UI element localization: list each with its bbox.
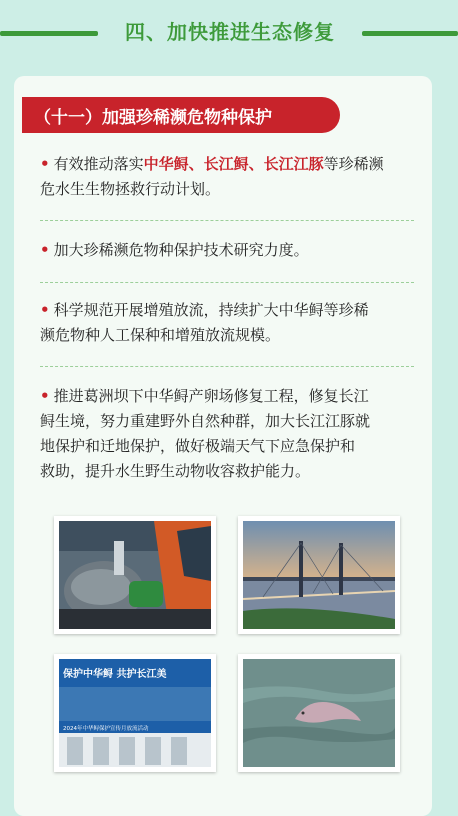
photo-finless-porpoise bbox=[238, 654, 400, 772]
bullet-3-line1: 科学规范开展增殖放流，持续扩大中华鲟等珍稀 bbox=[53, 301, 369, 319]
header-line-right bbox=[362, 31, 458, 36]
bullet-1-post: 等珍稀濒 bbox=[323, 155, 384, 173]
bullet-4-line1: 推进葛洲坝下中华鲟产卵场修复工程，修复长江 bbox=[53, 387, 369, 405]
bullet-3-line2: 濒危物种人工保种和增殖放流规模。 bbox=[40, 326, 281, 344]
bullet-dot-icon: • bbox=[40, 387, 50, 405]
yangtze-bridge-image bbox=[243, 521, 395, 629]
finless-porpoise-image bbox=[243, 659, 395, 767]
bullet-item-2 bbox=[40, 238, 418, 263]
banner-year-text: 2024年中华鲟保护宣传月放流活动 bbox=[63, 726, 149, 732]
header-line-left bbox=[0, 31, 98, 36]
bullet-dot-icon: • bbox=[40, 155, 50, 173]
subsection-tag bbox=[22, 97, 340, 133]
banner-top-text: 保护中华鲟 共护长江美 bbox=[63, 669, 167, 680]
bullet-item-1 bbox=[40, 152, 418, 202]
subsection-title: （十一）加强珍稀濒危物种保护 bbox=[34, 108, 272, 128]
bullet-4-line4: 救助，提升水生野生动物收容救护能力。 bbox=[40, 462, 311, 480]
bullet-item-3 bbox=[40, 298, 418, 348]
sturgeon-rescue-image bbox=[59, 521, 211, 629]
bullet-1-pre: 有效推动落实 bbox=[53, 155, 144, 173]
bullet-1-line2: 危水生生物拯救行动计划。 bbox=[40, 180, 221, 198]
photo-yangtze-bridge bbox=[238, 516, 400, 634]
bullet-4-line2: 鲟生境，努力重建野外自然种群，加大长江江豚就 bbox=[40, 412, 371, 430]
photo-release-event bbox=[54, 654, 216, 772]
release-event-image bbox=[59, 659, 211, 767]
section-header bbox=[0, 12, 458, 52]
bullet-item-4 bbox=[40, 384, 418, 484]
bullet-4-line3: 地保护和迁地保护，做好极端天气下应急保护和 bbox=[40, 437, 356, 455]
divider bbox=[40, 220, 414, 221]
section-title: 四、加快推进生态修复 bbox=[125, 20, 335, 44]
bullet-dot-icon: • bbox=[40, 241, 50, 259]
divider bbox=[40, 282, 414, 283]
photo-sturgeon-rescue bbox=[54, 516, 216, 634]
bullet-dot-icon: • bbox=[40, 301, 50, 319]
divider bbox=[40, 366, 414, 367]
bullet-2-line1: 加大珍稀濒危物种保护技术研究力度。 bbox=[53, 241, 309, 259]
bullet-1-highlight: 中华鲟、长江鲟、长江江豚 bbox=[143, 155, 324, 173]
